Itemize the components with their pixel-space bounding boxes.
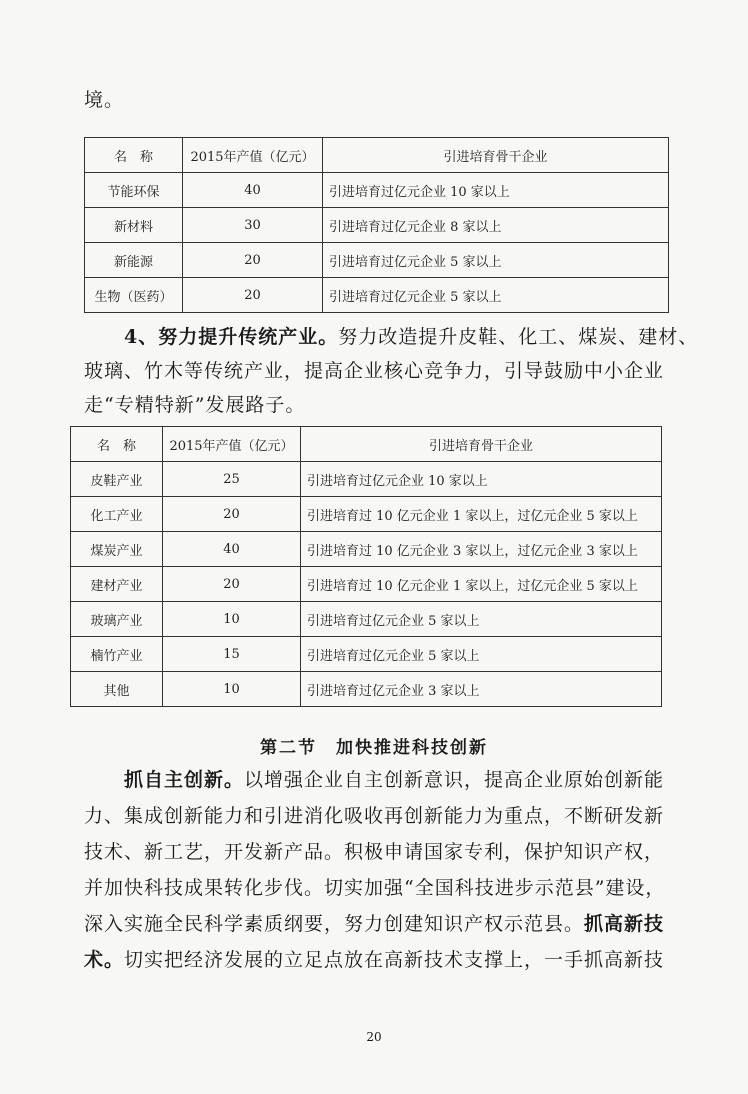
cell-name: 皮鞋产业	[71, 462, 163, 497]
table-row	[71, 602, 662, 637]
cell-output: 10	[163, 602, 301, 637]
header-enterprises: 引进培育骨干企业	[301, 427, 662, 462]
para4-line1	[124, 325, 714, 349]
table-row	[85, 243, 669, 278]
body-line5-rest: 深入实施全民科学素质纲要，努力创建知识产权示范县。	[84, 913, 585, 935]
cell-name: 楠竹产业	[71, 637, 163, 672]
cell-enterprises: 引进培育过亿元企业 5 家以上	[323, 278, 669, 313]
cell-name: 节能环保	[85, 173, 183, 208]
cell-output: 30	[183, 208, 323, 243]
table-row	[71, 672, 662, 707]
cell-enterprises: 引进培育过亿元企业 10 家以上	[301, 462, 662, 497]
section-title: 第二节 加快推进科技创新	[260, 738, 488, 758]
cell-enterprises: 引进培育过亿元企业 8 家以上	[323, 208, 669, 243]
table-header-row	[71, 427, 662, 462]
body-line2: 力、集成创新能力和引进消化吸收再创新能力为重点，不断研发新	[84, 805, 665, 827]
cell-name: 新能源	[85, 243, 183, 278]
body-heading-hightech: 抓高新技	[584, 913, 665, 935]
cell-name: 其他	[71, 672, 163, 707]
intro-tail-text: 境。	[84, 89, 125, 111]
cell-output: 10	[163, 672, 301, 707]
header-name: 名 称	[71, 427, 163, 462]
cell-name: 玻璃产业	[71, 602, 163, 637]
table-row	[71, 462, 662, 497]
cell-output: 20	[183, 278, 323, 313]
body-line4: 并加快科技成果转化步伐。切实加强“全国科技进步示范县”建设，	[84, 877, 666, 899]
cell-output: 20	[163, 567, 301, 602]
body-heading-hightech-end: 术。	[84, 949, 125, 971]
table-row	[85, 278, 669, 313]
table-row	[71, 497, 662, 532]
cell-output: 40	[163, 532, 301, 567]
cell-name: 煤炭产业	[71, 532, 163, 567]
cell-output: 20	[183, 243, 323, 278]
body-line3: 技术、新工艺，开发新产品。积极申请国家专利，保护知识产权，	[84, 841, 665, 863]
cell-enterprises: 引进培育过亿元企业 3 家以上	[301, 672, 662, 707]
cell-output: 40	[183, 173, 323, 208]
body-line6	[84, 948, 674, 972]
cell-name: 化工产业	[71, 497, 163, 532]
cell-enterprises: 引进培育过 10 亿元企业 1 家以上，过亿元企业 5 家以上	[301, 567, 662, 602]
emerging-industries-table	[84, 137, 669, 313]
body-line1-rest: 以增强企业自主创新意识，提高企业原始创新能	[244, 769, 665, 791]
cell-name: 新材料	[85, 208, 183, 243]
body-heading-innovation: 抓自主创新。	[124, 769, 245, 791]
page-number: 20	[366, 1030, 382, 1044]
para4-line3: 走“专精特新”发展路子。	[84, 394, 306, 416]
table-row	[85, 208, 669, 243]
body-line6-rest: 切实把经济发展的立足点放在高新技术支撑上，一手抓高新技	[124, 949, 665, 971]
para4-heading: 4、努力提升传统产业。	[124, 326, 339, 348]
cell-output: 25	[163, 462, 301, 497]
cell-name: 生物（医药）	[85, 278, 183, 313]
header-name: 名 称	[85, 138, 183, 173]
cell-enterprises: 引进培育过亿元企业 5 家以上	[301, 602, 662, 637]
cell-name: 建材产业	[71, 567, 163, 602]
table-header-row	[85, 138, 669, 173]
para4-line2: 玻璃、竹木等传统产业，提高企业核心竞争力，引导鼓励中小企业	[84, 360, 665, 382]
cell-output: 15	[163, 637, 301, 672]
cell-enterprises: 引进培育过亿元企业 5 家以上	[323, 243, 669, 278]
header-output: 2015年产值（亿元）	[163, 427, 301, 462]
cell-enterprises: 引进培育过亿元企业 5 家以上	[301, 637, 662, 672]
cell-output: 20	[163, 497, 301, 532]
table-row	[71, 567, 662, 602]
table-row	[71, 637, 662, 672]
table-row	[85, 173, 669, 208]
header-enterprises: 引进培育骨干企业	[323, 138, 669, 173]
cell-enterprises: 引进培育过 10 亿元企业 1 家以上，过亿元企业 5 家以上	[301, 497, 662, 532]
cell-enterprises: 引进培育过亿元企业 10 家以上	[323, 173, 669, 208]
body-line1	[124, 768, 714, 792]
para4-line1-rest: 努力改造提升皮鞋、化工、煤炭、建材、	[338, 326, 699, 348]
cell-enterprises: 引进培育过 10 亿元企业 3 家以上，过亿元企业 3 家以上	[301, 532, 662, 567]
header-output: 2015年产值（亿元）	[183, 138, 323, 173]
traditional-industries-table	[70, 426, 662, 707]
body-line5	[84, 912, 674, 936]
table-row	[71, 532, 662, 567]
